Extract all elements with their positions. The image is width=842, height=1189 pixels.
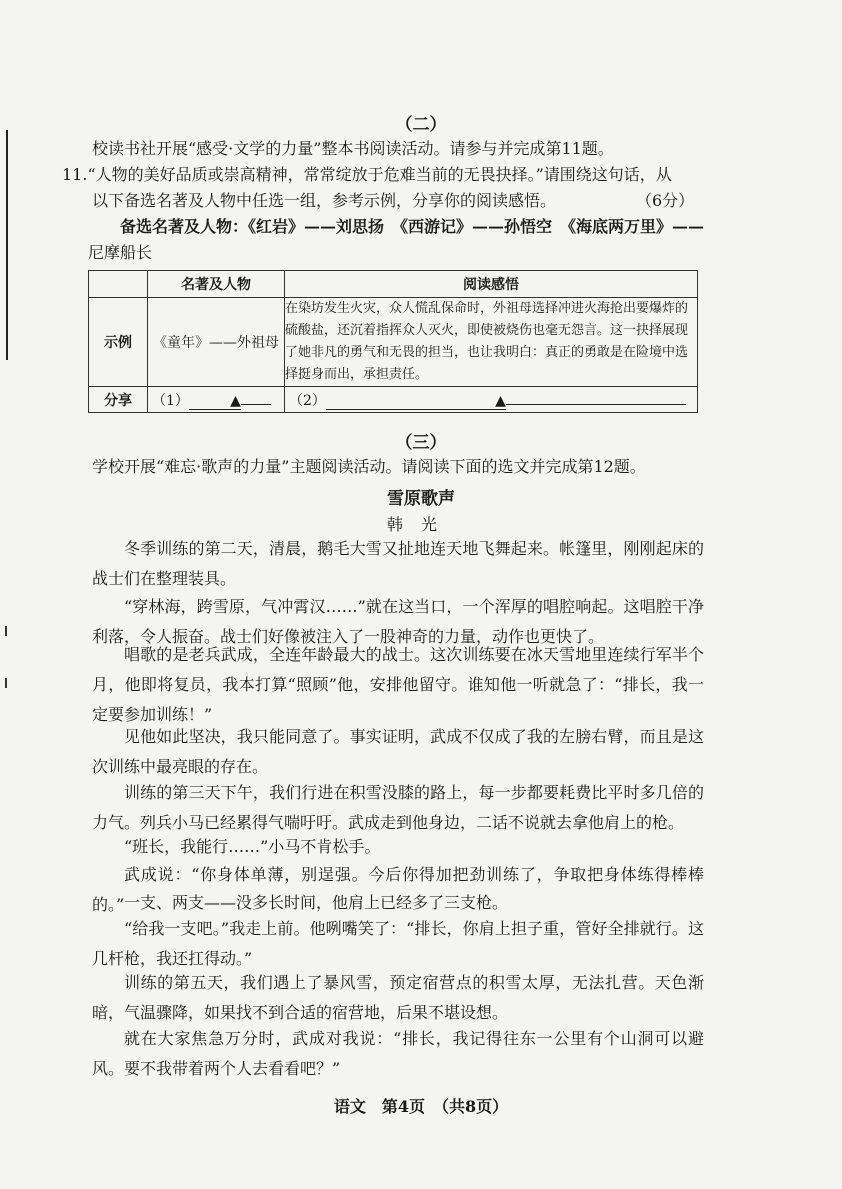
share-cell-1[interactable]	[148, 387, 285, 413]
table-header-blank	[89, 271, 148, 298]
example-label: 示例	[89, 298, 148, 387]
article-author: 韩光	[386, 515, 455, 534]
paragraph: 冬季训练的第二天，清晨，鹅毛大雪又扯地连天地飞舞起来。帐篷里，刚刚起床的战士们在整理装具。	[92, 539, 704, 588]
binding-tick	[5, 626, 7, 636]
answer-blank-2[interactable]	[326, 393, 506, 410]
answer-blank-1[interactable]	[189, 393, 241, 410]
binding-line	[6, 130, 8, 360]
candidates-line1: 备选名著及人物：《红岩》——刘思扬 《西游记》——孙悟空 《海底两万里》——	[120, 217, 705, 236]
paragraph: 唱歌的是老兵武成，全连年龄最大的战士。这次训练要在冰天雪地里连续行军半个月，他即将复员，我本打算“照顾”他，安排他留守。谁知他一听就急了：“排长，我一定要参加训练！”	[92, 645, 704, 724]
question-11-line1: 11.“人物的美好品质或崇高精神，常常绽放于危难当前的无畏抉择。”请围绕这句话，从	[62, 165, 672, 184]
section-intro: 学校开展“难忘·歌声的力量”主题阅读活动。请阅读下面的选文并完成第12题。	[92, 457, 646, 476]
blank-number-2: （2）	[289, 392, 326, 409]
question-score: （6分）	[636, 191, 695, 210]
paragraph: “班长，我能行……”小马不肯松手。	[124, 837, 381, 856]
section-heading: （三）	[395, 433, 447, 453]
share-label: 分享	[89, 387, 148, 413]
paragraph: “给我一支吧。”我走上前。他咧嘴笑了：“排长，你肩上担子重，管好全排就行。这几杆枪，我还扛得动。”	[92, 919, 704, 968]
table-header-book: 名著及人物	[148, 271, 285, 298]
paragraph: 训练的第三天下午，我们行进在积雪没膝的路上，每一步都要耗费比平时多几倍的力气。列兵小马已经累得气喘吁吁。武成走到他身边，二话不说就去拿他肩上的枪。	[92, 783, 704, 832]
triangle-marker: ▲	[495, 392, 506, 409]
question-11-line2: 以下备选名著及人物中任选一组，参考示例，分享你的阅读感悟。	[92, 191, 557, 210]
paragraph: “穿林海，跨雪原，气冲霄汉……”就在这当口，一个浑厚的唱腔响起。这唱腔干净利落，令人振奋。战士们好像被注入了一股神奇的力量，动作也更快了。	[92, 597, 704, 646]
example-text: 在染坊发生火灾，众人慌乱保命时，外祖母选择冲进火海抢出要爆炸的硫酸盐，还沉着指挥众人灭火，即使被烧伤也毫无怨言。这一抉择展现了她非凡的勇气和无畏的担当，也让我明白：真正的勇敢是在险境中选择挺身而出，承担责任。	[285, 298, 698, 387]
reading-share-table	[88, 270, 698, 413]
section-intro: 校读书社开展“感受·文学的力量”整本书阅读活动。请参与并完成第11题。	[92, 139, 614, 158]
triangle-marker: ▲	[230, 392, 241, 409]
candidates-line2: 尼摩船长	[88, 243, 153, 262]
paragraph: 见他如此坚决，我只能同意了。事实证明，武成不仅成了我的左膀右臂，而且是这次训练中最亮眼的存在。	[92, 727, 704, 776]
binding-tick	[5, 678, 7, 688]
blank-number-1: （1）	[152, 392, 189, 409]
section-heading: （二）	[395, 115, 447, 135]
paragraph: 一支、两支——没多长时间，他肩上已经多了三支枪。	[124, 893, 509, 912]
page-footer: 语文 第4页 （共8页）	[333, 1097, 509, 1116]
article-title: 雪原歌声	[387, 489, 455, 509]
paragraph: 武成说：“你身体单薄，别逞强。今后你得加把劲训练了，争取把身体练得棒棒的。”	[92, 865, 704, 914]
table-header-reflection: 阅读感悟	[285, 271, 698, 298]
paragraph: 就在大家焦急万分时，武成对我说：“排长，我记得往东一公里有个山洞可以避风。要不我带着两个人去看看吧？”	[92, 1029, 704, 1078]
share-cell-2[interactable]	[285, 387, 698, 413]
paragraph: 训练的第五天，我们遇上了暴风雪，预定宿营点的积雪太厚，无法扎营。天色渐暗，气温骤降，如果找不到合适的宿营地，后果不堪设想。	[92, 973, 704, 1022]
example-book: 《童年》——外祖母	[148, 298, 285, 387]
